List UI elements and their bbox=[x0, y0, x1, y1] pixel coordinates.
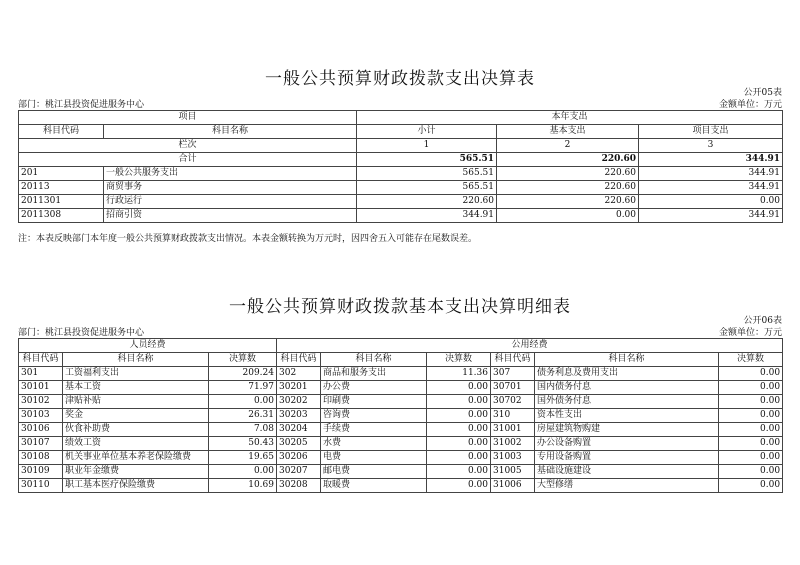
row-name: 职工基本医疗保险缴费 bbox=[63, 479, 209, 493]
row-amount: 71.97 bbox=[209, 381, 277, 395]
row-name: 国外债务付息 bbox=[535, 395, 719, 409]
row-amount: 0.00 bbox=[427, 423, 491, 437]
row-name: 专用设备购置 bbox=[535, 451, 719, 465]
header-name: 科目名称 bbox=[104, 125, 357, 139]
header-public-expenses: 公用经费 bbox=[277, 339, 783, 353]
row-amount: 0.00 bbox=[719, 437, 783, 451]
row-amount: 0.00 bbox=[719, 465, 783, 479]
row-code: 30202 bbox=[277, 395, 321, 409]
row-code: 30103 bbox=[19, 409, 63, 423]
row-code: 30208 bbox=[277, 479, 321, 493]
header-subtotal: 小计 bbox=[357, 125, 497, 139]
header-column-number: 栏次 bbox=[19, 139, 357, 153]
row-amount: 0.00 bbox=[427, 451, 491, 465]
table-row bbox=[19, 479, 783, 493]
row-amount: 0.00 bbox=[427, 437, 491, 451]
table-row bbox=[19, 465, 783, 479]
row-name: 伙食补助费 bbox=[63, 423, 209, 437]
basic-expenditure-detail-table bbox=[18, 338, 783, 493]
table-row bbox=[19, 409, 783, 423]
row-amount: 7.08 bbox=[209, 423, 277, 437]
row-amount: 0.00 bbox=[719, 479, 783, 493]
table-row bbox=[19, 181, 783, 195]
table-row bbox=[19, 381, 783, 395]
row-name: 咨询费 bbox=[321, 409, 427, 423]
row-project: 344.91 bbox=[639, 167, 783, 181]
table-row bbox=[19, 209, 783, 223]
row-name: 基础设施建设 bbox=[535, 465, 719, 479]
row-name: 奖金 bbox=[63, 409, 209, 423]
row-name: 国内债务付息 bbox=[535, 381, 719, 395]
row-name: 行政运行 bbox=[104, 195, 357, 209]
header-code: 科目代码 bbox=[19, 125, 104, 139]
row-subtotal: 344.91 bbox=[357, 209, 497, 223]
table-row bbox=[19, 195, 783, 209]
column-number-1: 1 bbox=[357, 139, 497, 153]
row-code: 301 bbox=[19, 367, 63, 381]
table-row bbox=[19, 395, 783, 409]
row-name: 商品和服务支出 bbox=[321, 367, 427, 381]
row-code: 30106 bbox=[19, 423, 63, 437]
row-code: 30203 bbox=[277, 409, 321, 423]
row-code: 31005 bbox=[491, 465, 535, 479]
row-name: 房屋建筑物购建 bbox=[535, 423, 719, 437]
row-code: 31003 bbox=[491, 451, 535, 465]
header-amount: 决算数 bbox=[427, 353, 491, 367]
table2-title: 一般公共预算财政拨款基本支出决算明细表 bbox=[229, 297, 571, 317]
row-amount: 0.00 bbox=[719, 395, 783, 409]
row-name: 招商引资 bbox=[104, 209, 357, 223]
row-amount: 0.00 bbox=[427, 395, 491, 409]
header-project: 项目支出 bbox=[639, 125, 783, 139]
row-code: 30701 bbox=[491, 381, 535, 395]
row-amount: 50.43 bbox=[209, 437, 277, 451]
header-code: 科目代码 bbox=[277, 353, 321, 367]
row-amount: 0.00 bbox=[719, 381, 783, 395]
table-row bbox=[19, 367, 783, 381]
row-code: 31001 bbox=[491, 423, 535, 437]
row-name: 取暖费 bbox=[321, 479, 427, 493]
row-name: 电费 bbox=[321, 451, 427, 465]
row-amount: 209.24 bbox=[209, 367, 277, 381]
row-project: 0.00 bbox=[639, 195, 783, 209]
row-code: 20113 bbox=[19, 181, 104, 195]
header-name: 科目名称 bbox=[63, 353, 209, 367]
header-basic: 基本支出 bbox=[497, 125, 639, 139]
table1-unit: 金额单位：万元 bbox=[718, 100, 782, 110]
row-code: 30109 bbox=[19, 465, 63, 479]
row-code: 30207 bbox=[277, 465, 321, 479]
row-code: 302 bbox=[277, 367, 321, 381]
table-row bbox=[19, 437, 783, 451]
row-amount: 0.00 bbox=[209, 395, 277, 409]
header-item: 项目 bbox=[19, 111, 357, 125]
row-project: 344.91 bbox=[639, 181, 783, 195]
row-code: 30204 bbox=[277, 423, 321, 437]
row-name: 工资福利支出 bbox=[63, 367, 209, 381]
row-amount: 0.00 bbox=[719, 451, 783, 465]
row-code: 30107 bbox=[19, 437, 63, 451]
row-code: 30101 bbox=[19, 381, 63, 395]
row-name: 一般公共服务支出 bbox=[104, 167, 357, 181]
row-code: 201 bbox=[19, 167, 104, 181]
row-code: 30102 bbox=[19, 395, 63, 409]
row-code: 30206 bbox=[277, 451, 321, 465]
header-personnel-expenses: 人员经费 bbox=[19, 339, 277, 353]
table1-note: 注：本表反映部门本年度一般公共预算财政拨款支出情况。本表金额转换为万元时，因四舍五入可能存在尾数误差。 bbox=[18, 234, 478, 244]
total-basic: 220.60 bbox=[497, 153, 639, 167]
row-amount: 11.36 bbox=[427, 367, 491, 381]
row-amount: 0.00 bbox=[427, 465, 491, 479]
row-amount: 26.31 bbox=[209, 409, 277, 423]
row-amount: 19.65 bbox=[209, 451, 277, 465]
row-basic: 0.00 bbox=[497, 209, 639, 223]
row-name: 商贸事务 bbox=[104, 181, 357, 195]
table2-form-no: 公开06表 bbox=[743, 316, 782, 326]
table-row bbox=[19, 451, 783, 465]
row-code: 30702 bbox=[491, 395, 535, 409]
row-amount: 10.69 bbox=[209, 479, 277, 493]
table2-department: 部门：桃江县投资促进服务中心 bbox=[18, 328, 145, 338]
row-subtotal: 220.60 bbox=[357, 195, 497, 209]
table-row bbox=[19, 167, 783, 181]
row-code: 307 bbox=[491, 367, 535, 381]
row-name: 津贴补贴 bbox=[63, 395, 209, 409]
row-basic: 220.60 bbox=[497, 167, 639, 181]
column-number-3: 3 bbox=[639, 139, 783, 153]
row-amount: 0.00 bbox=[719, 409, 783, 423]
table1-department: 部门：桃江县投资促进服务中心 bbox=[18, 100, 145, 110]
row-name: 办公设备购置 bbox=[535, 437, 719, 451]
header-code: 科目代码 bbox=[19, 353, 63, 367]
row-amount: 0.00 bbox=[209, 465, 277, 479]
row-name: 水费 bbox=[321, 437, 427, 451]
budget-expenditure-table bbox=[18, 110, 783, 223]
row-code: 30201 bbox=[277, 381, 321, 395]
row-basic: 220.60 bbox=[497, 195, 639, 209]
table-row bbox=[19, 423, 783, 437]
total-row bbox=[19, 153, 783, 167]
row-amount: 0.00 bbox=[427, 409, 491, 423]
row-amount: 0.00 bbox=[427, 479, 491, 493]
row-code: 31002 bbox=[491, 437, 535, 451]
row-amount: 0.00 bbox=[719, 423, 783, 437]
total-project: 344.91 bbox=[639, 153, 783, 167]
header-name: 科目名称 bbox=[321, 353, 427, 367]
row-name: 机关事业单位基本养老保险缴费 bbox=[63, 451, 209, 465]
row-name: 邮电费 bbox=[321, 465, 427, 479]
column-number-2: 2 bbox=[497, 139, 639, 153]
row-name: 绩效工资 bbox=[63, 437, 209, 451]
table2-unit: 金额单位：万元 bbox=[718, 328, 782, 338]
total-label: 合计 bbox=[19, 153, 357, 167]
row-code: 31006 bbox=[491, 479, 535, 493]
row-name: 债务利息及费用支出 bbox=[535, 367, 719, 381]
row-code: 30108 bbox=[19, 451, 63, 465]
header-code: 科目代码 bbox=[491, 353, 535, 367]
header-amount: 决算数 bbox=[719, 353, 783, 367]
header-amount: 决算数 bbox=[209, 353, 277, 367]
row-name: 基本工资 bbox=[63, 381, 209, 395]
header-year-expenditure: 本年支出 bbox=[357, 111, 783, 125]
row-code: 30205 bbox=[277, 437, 321, 451]
row-code: 2011308 bbox=[19, 209, 104, 223]
row-name: 职业年金缴费 bbox=[63, 465, 209, 479]
row-subtotal: 565.51 bbox=[357, 181, 497, 195]
row-code: 30110 bbox=[19, 479, 63, 493]
row-code: 310 bbox=[491, 409, 535, 423]
row-subtotal: 565.51 bbox=[357, 167, 497, 181]
row-amount: 0.00 bbox=[427, 381, 491, 395]
table1-form-no: 公开05表 bbox=[743, 88, 782, 98]
row-project: 344.91 bbox=[639, 209, 783, 223]
total-subtotal: 565.51 bbox=[357, 153, 497, 167]
row-basic: 220.60 bbox=[497, 181, 639, 195]
row-name: 资本性支出 bbox=[535, 409, 719, 423]
row-name: 印刷费 bbox=[321, 395, 427, 409]
row-amount: 0.00 bbox=[719, 367, 783, 381]
row-name: 手续费 bbox=[321, 423, 427, 437]
header-name: 科目名称 bbox=[535, 353, 719, 367]
row-code: 2011301 bbox=[19, 195, 104, 209]
row-name: 办公费 bbox=[321, 381, 427, 395]
row-name: 大型修缮 bbox=[535, 479, 719, 493]
table1-title: 一般公共预算财政拨款支出决算表 bbox=[265, 69, 535, 89]
